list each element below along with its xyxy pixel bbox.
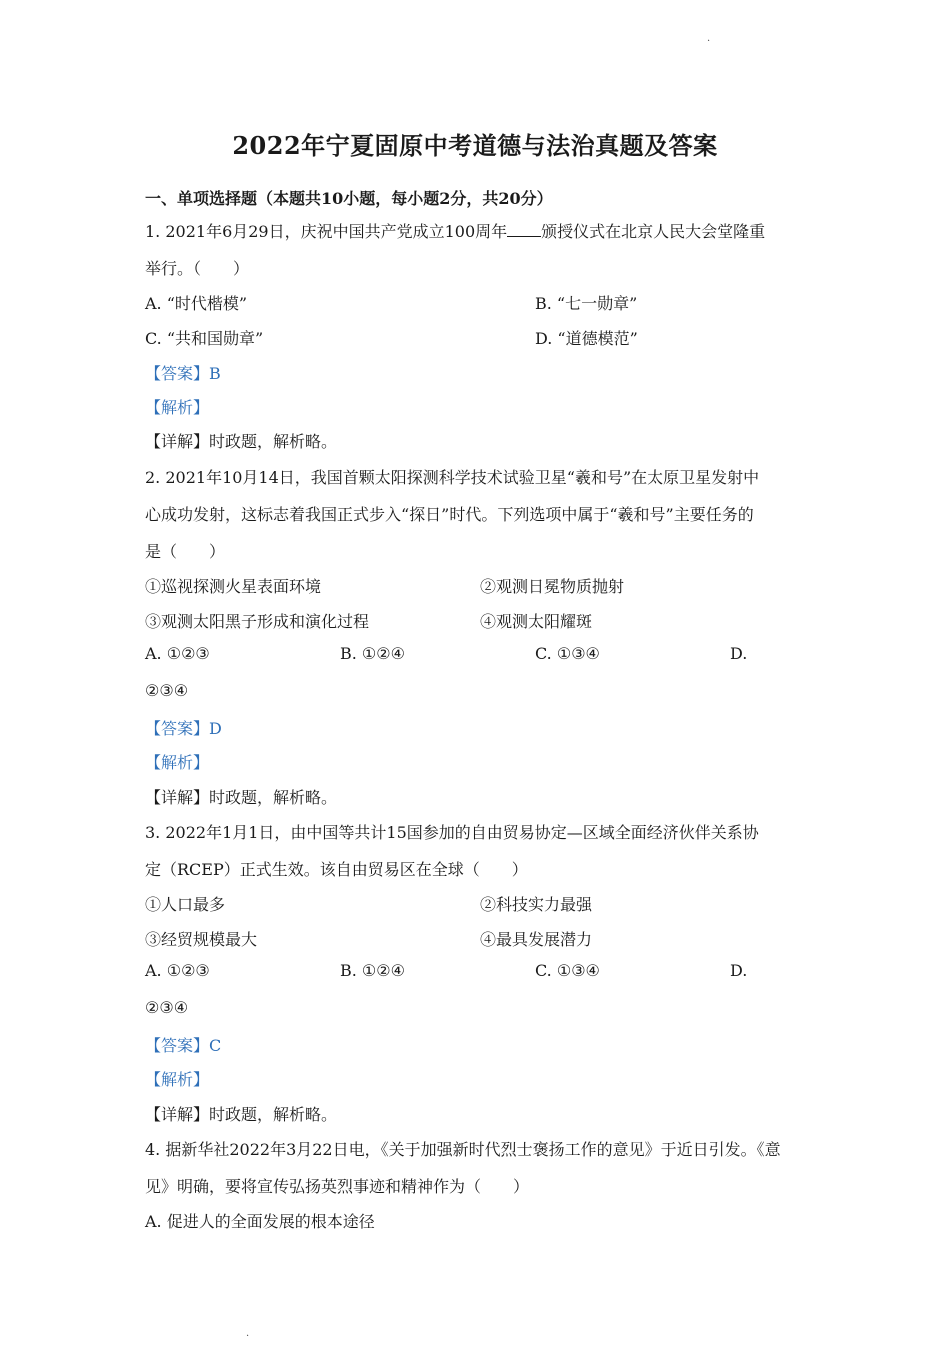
q2-statement-3: ③观测太阳黑子形成和演化过程 — [145, 612, 370, 631]
q1-analysis: 【解析】 — [145, 398, 210, 417]
question-1-stem-c: 举行。（ ） — [145, 259, 250, 278]
q3-analysis: 【解析】 — [145, 1070, 210, 1089]
q4-option-a: A. 促进人的全面发展的根本途径 — [145, 1212, 375, 1231]
question-1-stem — [145, 219, 765, 242]
q3-statement-1: ①人口最多 — [145, 895, 226, 914]
question-2-stem-a: 2. 2021年10月14日，我国首颗太阳探测科学技术试验卫星“羲和号”在太原卫星发射中 — [145, 468, 760, 487]
q1-option-a: A. “时代楷模” — [145, 294, 248, 313]
q3-option-c: C. ①③④ — [535, 961, 600, 980]
q3-option-d-text: ②③④ — [145, 998, 189, 1017]
q2-analysis: 【解析】 — [145, 753, 210, 772]
page-dot-mark: · — [707, 36, 711, 47]
question-3-stem-a: 3. 2022年1月1日，由中国等共计15国参加的自由贸易协定—区域全面经济伙伴关系协 — [145, 823, 759, 842]
q1-answer: 【答案】B — [145, 364, 221, 383]
q1-option-b: B. “七一勋章” — [535, 294, 638, 313]
q3-detail: 【详解】时政题，解析略。 — [145, 1105, 338, 1124]
question-3-stem-b: 定（RCEP）正式生效。该自由贸易区在全球（ ） — [145, 860, 528, 879]
q2-statement-4: ④观测太阳耀斑 — [480, 612, 593, 631]
q3-option-d: D. — [730, 961, 748, 980]
q1-option-c: C. “共和国勋章” — [145, 329, 264, 348]
q2-answer: 【答案】D — [145, 719, 222, 738]
question-1-stem-b: 颁授仪式在北京人民大会堂隆重 — [541, 222, 766, 241]
q2-detail: 【详解】时政题，解析略。 — [145, 788, 338, 807]
q3-statement-4: ④最具发展潜力 — [480, 930, 593, 949]
page-dot-mark-bottom: · — [246, 1331, 250, 1342]
section-heading: 一、单项选择题（本题共10小题，每小题2分，共20分） — [145, 189, 553, 208]
question-2-stem-b: 心成功发射，这标志着我国正式步入“探日”时代。下列选项中属于“羲和号”主要任务的 — [145, 505, 754, 524]
q3-statement-2: ②科技实力最强 — [480, 895, 593, 914]
q3-answer: 【答案】C — [145, 1036, 222, 1055]
fill-blank — [507, 222, 541, 237]
q2-option-c: C. ①③④ — [535, 644, 600, 663]
q3-option-a: A. ①②③ — [145, 961, 210, 980]
page-title: 2022年宁夏固原中考道德与法治真题及答案 — [232, 131, 718, 160]
q2-option-a: A. ①②③ — [145, 644, 210, 663]
q2-statement-1: ①巡视探测火星表面环境 — [145, 577, 322, 596]
question-4-stem-b: 见》明确，要将宣传弘扬英烈事迹和精神作为（ ） — [145, 1177, 530, 1196]
q2-option-d-text: ②③④ — [145, 681, 189, 700]
q3-option-b: B. ①②④ — [340, 961, 405, 980]
question-2-stem-c: 是（ ） — [145, 542, 226, 561]
q1-detail: 【详解】时政题，解析略。 — [145, 432, 338, 451]
question-1-stem-a: 1. 2021年6月29日，庆祝中国共产党成立100周年 — [145, 222, 508, 241]
question-4-stem-a: 4. 据新华社2022年3月22日电，《关于加强新时代烈士褒扬工作的意见》于近日引发。《意 — [145, 1140, 781, 1159]
q2-option-d: D. — [730, 644, 748, 663]
q2-option-b: B. ①②④ — [340, 644, 405, 663]
q3-statement-3: ③经贸规模最大 — [145, 930, 258, 949]
q2-statement-2: ②观测日冕物质抛射 — [480, 577, 625, 596]
q1-option-d: D. “道德模范” — [535, 329, 638, 348]
